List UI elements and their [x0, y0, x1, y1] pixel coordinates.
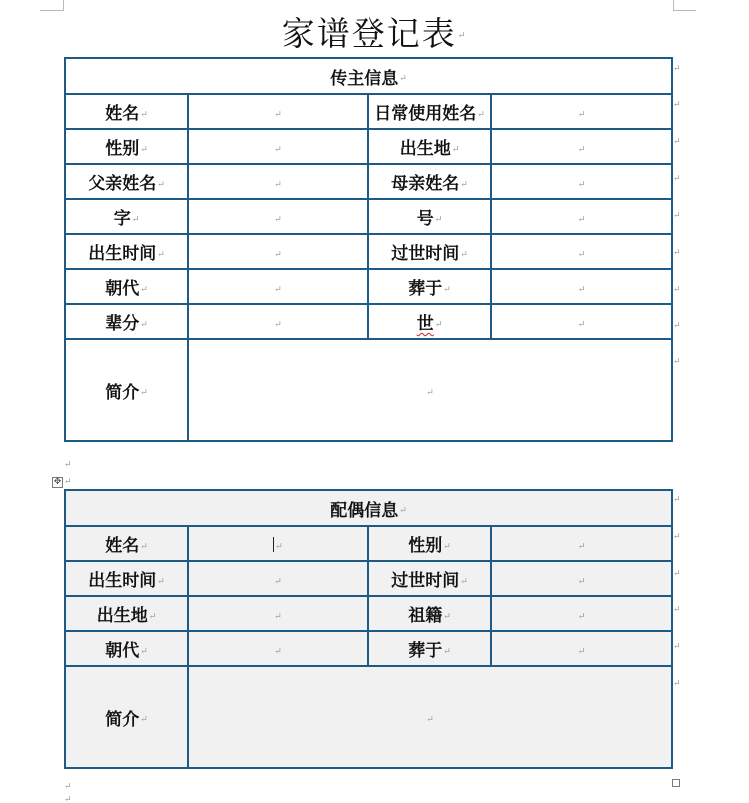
crop-mark-top-right [673, 0, 696, 11]
label-gender: 性别↵ [65, 129, 188, 164]
row-end-mark: ↵ [673, 357, 681, 367]
label-dynasty: 朝代↵ [65, 269, 188, 304]
empty-paragraph-mark: ↵ [64, 782, 72, 792]
gender-value-cell[interactable]: ↵ [188, 129, 368, 164]
label-name: 姓名↵ [65, 94, 188, 129]
spouse-birthplace-value-cell[interactable]: ↵ [188, 596, 368, 631]
spouse-label-buried-at: 葬于↵ [368, 631, 491, 666]
spouse-table-header[interactable]: 配偶信息↵ [65, 490, 672, 526]
empty-paragraph-mark: ↵ [64, 460, 72, 470]
row-end-mark: ↵ [673, 679, 681, 689]
name-value-cell[interactable]: ↵ [188, 94, 368, 129]
courtesy-name-value-cell[interactable]: ↵ [188, 199, 368, 234]
row-end-mark: ↵ [673, 285, 681, 295]
label-intro: 简介↵ [65, 339, 188, 441]
label-buried-at: 葬于↵ [368, 269, 491, 304]
label-art-name: 号↵ [368, 199, 491, 234]
row-end-mark: ↵ [673, 605, 681, 615]
birth-time-value-cell[interactable]: ↵ [188, 234, 368, 269]
spouse-dynasty-value-cell[interactable]: ↵ [188, 631, 368, 666]
label-father-name: 父亲姓名↵ [65, 164, 188, 199]
document-title[interactable]: 家谱登记表↵ [281, 14, 468, 53]
owner-table-header[interactable]: 传主信息↵ [65, 58, 672, 94]
empty-paragraph-mark: ↵ [64, 477, 72, 487]
owner-info-table [64, 57, 673, 442]
spouse-gender-value-cell[interactable]: ↵ [491, 526, 672, 561]
spouse-label-birthplace: 出生地↵ [65, 596, 188, 631]
row-end-mark: ↵ [673, 211, 681, 221]
label-generation-number: 世↵ [368, 304, 491, 339]
spouse-label-ancestral-home: 祖籍↵ [368, 596, 491, 631]
row-end-mark: ↵ [673, 642, 681, 652]
row-end-mark: ↵ [673, 174, 681, 184]
spouse-label-name: 姓名↵ [65, 526, 188, 561]
row-end-mark: ↵ [673, 495, 681, 505]
crop-mark-top-left [40, 0, 64, 11]
label-birth-time: 出生时间↵ [65, 234, 188, 269]
spouse-label-intro: 简介↵ [65, 666, 188, 768]
label-courtesy-name: 字↵ [65, 199, 188, 234]
spouse-birth-time-value-cell[interactable]: ↵ [188, 561, 368, 596]
row-end-mark: ↵ [673, 64, 681, 74]
birthplace-value-cell[interactable]: ↵ [491, 129, 672, 164]
label-death-time: 过世时间↵ [368, 234, 491, 269]
spouse-label-dynasty: 朝代↵ [65, 631, 188, 666]
spouse-name-value-cell[interactable]: ↵ [188, 526, 368, 561]
label-generation: 辈分↵ [65, 304, 188, 339]
dynasty-value-cell[interactable]: ↵ [188, 269, 368, 304]
common-name-value-cell[interactable]: ↵ [491, 94, 672, 129]
row-end-mark: ↵ [673, 100, 681, 110]
spouse-buried-at-value-cell[interactable]: ↵ [491, 631, 672, 666]
death-time-value-cell[interactable]: ↵ [491, 234, 672, 269]
spouse-label-gender: 性别↵ [368, 526, 491, 561]
spouse-intro-value-cell[interactable]: ↵ [188, 666, 672, 768]
table-move-handle-icon[interactable]: ✥ [53, 477, 62, 487]
row-end-mark: ↵ [673, 569, 681, 579]
spouse-label-death-time: 过世时间↵ [368, 561, 491, 596]
spouse-label-birth-time: 出生时间↵ [65, 561, 188, 596]
intro-value-cell[interactable]: ↵ [188, 339, 672, 441]
generation-value-cell[interactable]: ↵ [188, 304, 368, 339]
spouse-ancestral-home-value-cell[interactable]: ↵ [491, 596, 672, 631]
label-birthplace: 出生地↵ [368, 129, 491, 164]
table-resize-handle[interactable] [672, 779, 680, 787]
spellcheck-underline: 世 [416, 314, 434, 334]
spouse-info-table [64, 489, 673, 769]
row-end-mark: ↵ [673, 248, 681, 258]
label-mother-name: 母亲姓名↵ [368, 164, 491, 199]
row-end-mark: ↵ [673, 137, 681, 147]
row-end-mark: ↵ [673, 532, 681, 542]
row-end-mark: ↵ [673, 321, 681, 331]
buried-at-value-cell[interactable]: ↵ [491, 269, 672, 304]
art-name-value-cell[interactable]: ↵ [491, 199, 672, 234]
empty-paragraph-mark: ↵ [64, 795, 72, 803]
mother-name-value-cell[interactable]: ↵ [491, 164, 672, 199]
father-name-value-cell[interactable]: ↵ [188, 164, 368, 199]
spouse-death-time-value-cell[interactable]: ↵ [491, 561, 672, 596]
generation-number-value-cell[interactable]: ↵ [491, 304, 672, 339]
label-common-name: 日常使用姓名↵ [368, 94, 491, 129]
